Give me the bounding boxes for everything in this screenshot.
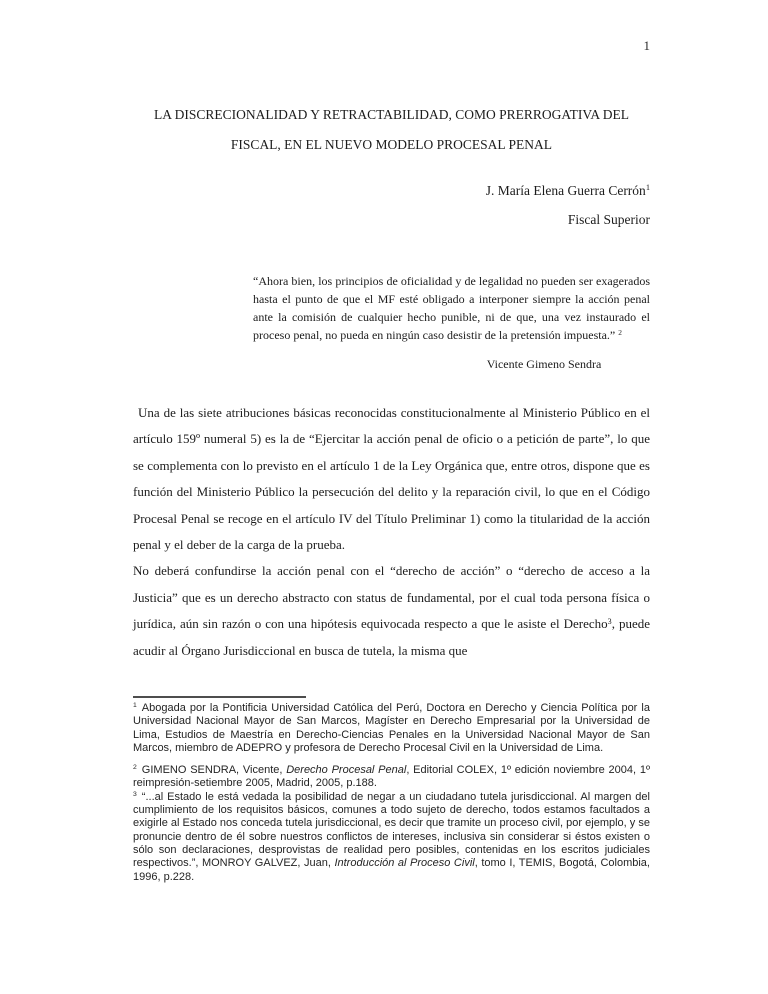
body-text [133,400,650,664]
author-name [133,176,650,205]
footnotes-section [133,702,650,884]
author-block [133,176,650,234]
footnote-2-marker: 2 [133,764,137,772]
epigraph-quote: “Ahora bien, los principios de oficialidad y de legalidad no pueden ser exagerados hasta el punto de que el MF esté obligado a interponer siempre la acción penal ante la comisión de cualquier hecho punible, ni de que, una vez instaurado el proceso penal, no pueda en ningún caso desistir de la pretensión impuesta.” $^2$ [253,274,650,342]
footnote-1-marker: 1 [133,702,137,710]
author-name-text: J. María Elena Guerra Cerrón [485,183,646,198]
author-footnote-ref: 1 [645,183,650,193]
footnote-3 [133,791,650,884]
title-line-1: LA DISCRECIONALIDAD Y RETRACTABILIDAD, COMO PRERROGATIVA DEL [153,107,630,122]
document-title [133,100,650,160]
footnote-3-text: “...al Estado le está vedada la posibilidad de negar a un ciudadano tutela jurisdiccional. Al margen del cumplimiento de los requisitos básicos, comunes a todo sujeto de derecho, todos estamos facultados a exigirle al Estado nos conceda tutela jurisdiccional, es decir que tramite un proceso civil, por ejemplo, y se pronuncie dentro de él sobre nuestros conflictos de intereses, inclusiva sin considerar si éstos existen o sólo son declaraciones, desprovistas de realidad pero posibles, contenidas en los escritos judiciales respectivos.”, MONROY GALVEZ, Juan, Introducción al Proceso Civil, tomo I, TEMIS, Bogotá, Colombia, 1996, p.228. [133,790,650,883]
author-role: Fiscal Superior [567,212,650,227]
page-number: 1 [643,38,650,53]
footnote-1-text: Abogada por la Pontificia Universidad Católica del Perú, Doctora en Derecho y Ciencia Política por la Universidad Nacional Mayor de San Marcos, Magíster en Derecho Empresarial por la Universidad de Lima, Estudios de Maestría en Derecho-Ciencias Penales en la Universidad Nacional Mayor de San Marcos, miembro de ADEPRO y profesora de Derecho Procesal Civil en la Universidad de Lima. [133,702,650,754]
footnote-1 [133,702,650,755]
epigraph-attribution: Vicente Gimeno Sendra [486,357,602,371]
footnote-3-marker: 3 [133,791,137,799]
body-paragraph-2: No deberá confundirse la acción penal con el “derecho de acción” o “derecho de acceso a la Justicia” que es un derecho abstracto con status de fundamental, por el cual toda persona física o jurídica, aún sin razón o con una hipótesis equivocada respecto a que le asiste el Derecho$^3$, puede acudir al Órgano Jurisdiccional en busca de tutela, la misma que [133,563,650,658]
epigraph-block [253,272,650,373]
body-paragraph-1: Una de las siete atribuciones básicas reconocidas constitucionalmente al Ministerio Público en el artículo 159º numeral 5) es la de “Ejercitar la acción penal de oficio o a petición de parte”, lo que se complementa con lo previsto en el artículo 1 de la Ley Orgánica que, entre otros, dispone que es función del Ministerio Público la persecución del delito y la reparación civil, lo que en el Código Procesal Penal se recoge en el artículo IV del Título Preliminar 1) como la titularidad de la acción penal y el deber de la carga de la prueba. [133,405,650,553]
title-line-2: FISCAL, EN EL NUEVO MODELO PROCESAL PENAL [230,137,553,152]
footnote-2-text: GIMENO SENDRA, Vicente, Derecho Procesal Penal, Editorial COLEX, 1º edición noviembre 2004, 1º reimpresión-setiembre 2005, Madrid, 2005, p.188. [133,764,650,790]
footnote-separator [133,696,306,698]
footnote-2 [133,764,650,791]
